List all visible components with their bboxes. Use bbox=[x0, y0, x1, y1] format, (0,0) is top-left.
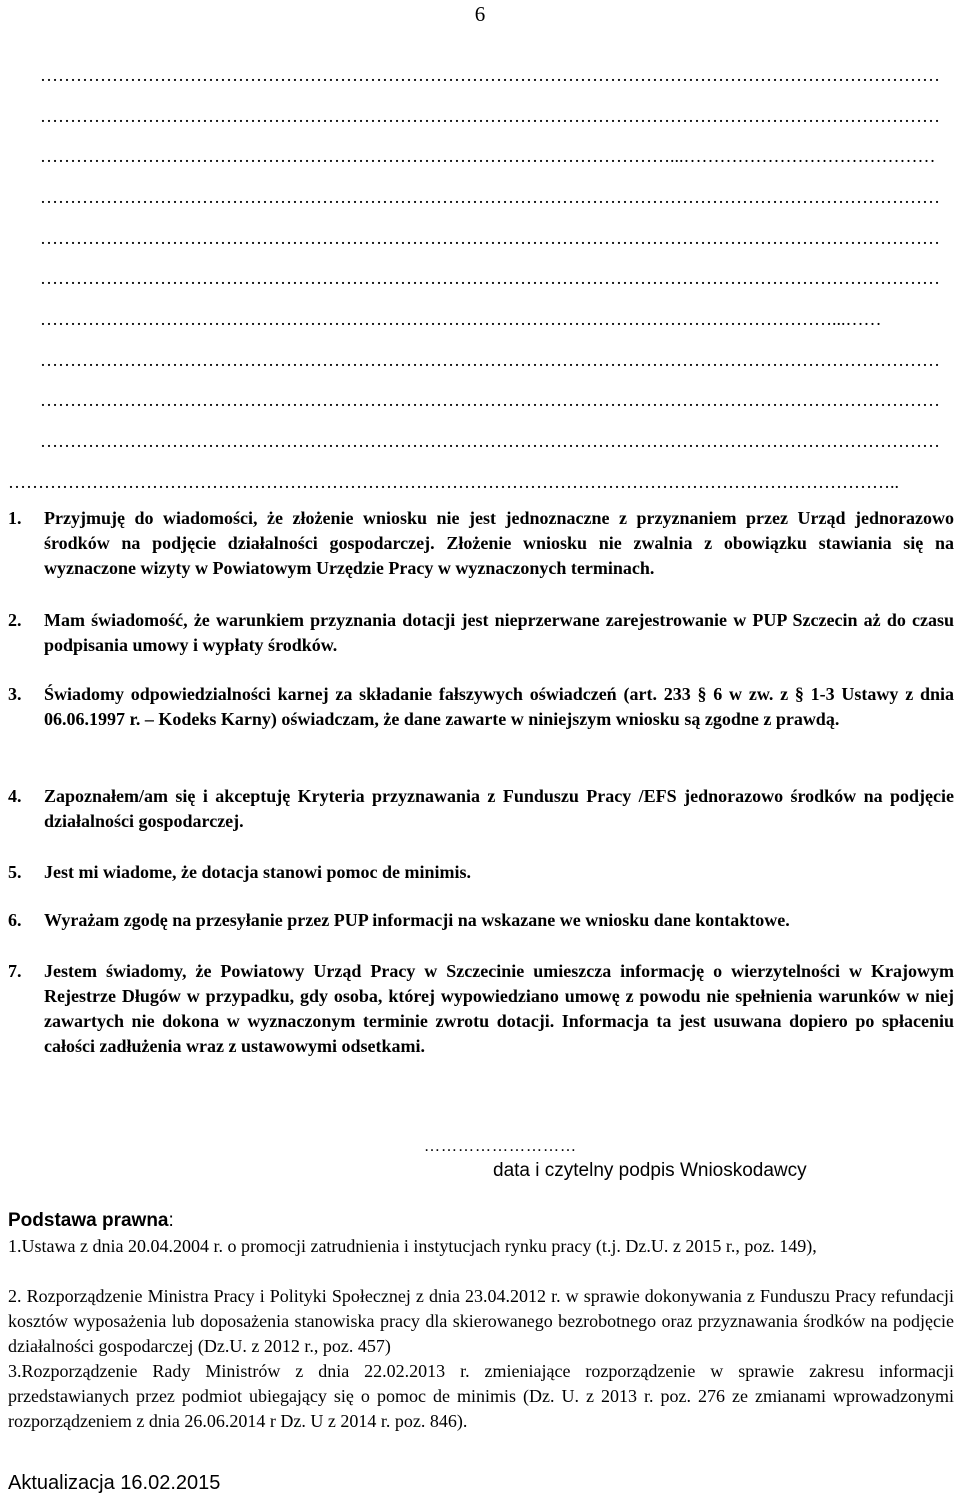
item-text: Wyrażam zgodę na przesyłanie przez PUP informacji na wskazane we wniosku dane kontaktowe. bbox=[44, 910, 790, 930]
item-number: 7. bbox=[8, 961, 22, 981]
dotted-line: …………………………………………………………………………………………………………………………………… bbox=[40, 187, 940, 207]
legal-basis-entry-1: 1.Ustawa z dnia 20.04.2004 r. o promocji zatrudnienia i instytucjach rynku pracy (t.j. Dz.U. z 2015 r., poz. 149), bbox=[8, 1236, 817, 1256]
item-number: 2. bbox=[8, 610, 22, 630]
dotted-line: ……………………………………………………………………………………………...…………………………………… bbox=[40, 146, 936, 166]
dotted-line: ……………………………………………………………………………………………………………………...…… bbox=[40, 309, 882, 329]
legal-basis-heading-colon: : bbox=[168, 1210, 174, 1231]
statement-item-7 bbox=[8, 959, 954, 1059]
item-number: 5. bbox=[8, 862, 22, 882]
statement-item-4 bbox=[8, 784, 954, 834]
dotted-line: …………………………………………………………………………………………………………………………………… bbox=[40, 390, 940, 410]
item-text: Jest mi wiadome, że dotacja stanowi pomoc de minimis. bbox=[44, 862, 471, 882]
statement-item-1 bbox=[8, 506, 954, 581]
item-text: Jestem świadomy, że Powiatowy Urząd Pracy w Szczecinie umieszcza informację o wierzytelności w Krajowym Rejestrze Długów w przypadku, gdy osoba, której wypowiedziano umowę z powodu nie spełnienia warunków w niej zawartych nie dokona w wyznaczonym terminie zwrotu dotacji. Informacja ta jest usuwana dopiero po spłaceniu całości zadłużenia wraz z ustawowymi odsetkami. bbox=[44, 961, 954, 1056]
legal-basis-entry-2: 2. Rozporządzenie Ministra Pracy i Polityki Społecznej z dnia 23.04.2012 r. w sprawie dokonywania z Funduszu Pracy refundacji kosztów wyposażenia lub doposażenia stanowiska pracy dla skierowanego bezrobotnego oraz przyznawania środków na podjęcie działalności gospodarczej (Dz.U. z 2012 r., poz. 457) bbox=[8, 1286, 954, 1356]
dotted-line: ………………………………………………………………………………………………………………………………….. bbox=[8, 472, 899, 492]
signature-dots: ……………………… bbox=[424, 1138, 577, 1155]
legal-basis-heading bbox=[8, 1210, 174, 1232]
dotted-line: …………………………………………………………………………………………………………………………………… bbox=[40, 431, 940, 451]
statement-item-5 bbox=[8, 860, 954, 885]
page-number: 6 bbox=[474, 2, 486, 26]
signature-label: data i czytelny podpis Wnioskodawcy bbox=[493, 1160, 807, 1181]
dotted-line: …………………………………………………………………………………………………………………………………… bbox=[40, 350, 940, 370]
legal-basis-entry-3: 3.Rozporządzenie Rady Ministrów z dnia 22.02.2013 r. zmieniające rozporządzenie w sprawie zakresu informacji przedstawianych przez podmiot ubiegający się o pomoc de minimis (Dz. U. z 2013 r. poz. 276 ze zmianami wprowadzonymi rozporządzeniem z dnia 26.06.2014 r Dz. U z 2014 r. poz. 846). bbox=[8, 1361, 954, 1431]
statement-item-6 bbox=[8, 908, 954, 933]
update-date-footer: Aktualizacja 16.02.2015 bbox=[8, 1472, 221, 1494]
dotted-line: …………………………………………………………………………………………………………………………………… bbox=[40, 228, 940, 248]
statement-item-3 bbox=[8, 682, 954, 732]
legal-basis-heading-text: Podstawa prawna bbox=[8, 1210, 169, 1231]
item-number: 1. bbox=[8, 508, 22, 528]
item-number: 6. bbox=[8, 910, 22, 930]
item-text: Zapoznałem/am się i akceptuję Kryteria przyznawania z Funduszu Pracy /EFS jednorazowo środków na podjęcie działalności gospodarczej. bbox=[44, 786, 954, 831]
statement-item-2 bbox=[8, 608, 954, 658]
item-number: 4. bbox=[8, 786, 22, 806]
item-text: Świadomy odpowiedzialności karnej za składanie fałszywych oświadczeń (art. 233 § 6 w zw. z § 1-3 Ustawy z dnia 06.06.1997 r. – Kodeks Karny) oświadczam, że dane zawarte w niniejszym wniosku są zgodne z prawdą. bbox=[44, 684, 954, 729]
item-text: Mam świadomość, że warunkiem przyznania dotacji jest nieprzerwane zarejestrowanie w PUP Szczecin aż do czasu podpisania umowy i wypłaty środków. bbox=[44, 610, 954, 655]
dotted-line: …………………………………………………………………………………………………………………………………… bbox=[40, 106, 940, 126]
item-number: 3. bbox=[8, 684, 22, 704]
dotted-line: …………………………………………………………………………………………………………………………………… bbox=[40, 65, 940, 85]
item-text: Przyjmuję do wiadomości, że złożenie wniosku nie jest jednoznaczne z przyznaniem przez Urząd jednorazowo środków na podjęcie działalności gospodarczej. Złożenie wniosku nie zwalnia z obowiązku stawiania się na wyznaczone wizyty w Powiatowym Urzędzie Pracy w wyznaczonych terminach. bbox=[44, 508, 954, 578]
dotted-line: …………………………………………………………………………………………………………………………………… bbox=[40, 268, 940, 288]
